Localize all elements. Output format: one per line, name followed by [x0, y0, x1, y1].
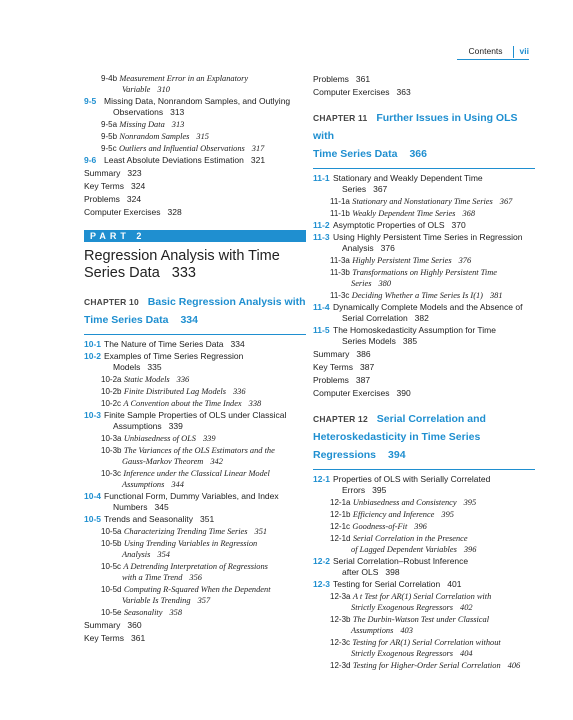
entry-page: 310 — [157, 85, 170, 94]
entry-page: 356 — [189, 573, 202, 582]
toc-subsection — [313, 290, 535, 301]
section-number: 12-3b — [330, 615, 351, 624]
entry-title: Static Models — [123, 375, 170, 384]
entry-title: Inference under the Classical Linear Model — [123, 469, 270, 478]
chapter-title: Time Series Data — [313, 148, 398, 160]
section-number: 10-3c — [101, 469, 122, 478]
toc-subsection — [84, 445, 306, 467]
entry-page: 396 — [414, 522, 427, 531]
entry-title: Stationary and Nonstationary Time Series — [352, 197, 493, 206]
toc-subsection — [84, 143, 306, 154]
entry-page: 344 — [171, 480, 184, 489]
header-page-number: vii — [513, 46, 529, 58]
section-number: 10-5d — [101, 585, 122, 594]
chapter-title: Regressions — [313, 449, 377, 461]
entry-title: The Nature of Time Series Data — [104, 339, 224, 349]
entry-page: 345 — [154, 502, 169, 512]
entry-title: Seasonality — [123, 608, 163, 617]
toc-backmatter-item — [313, 388, 535, 399]
entry-title-cont: Assumptions — [122, 480, 165, 489]
entry-page: 387 — [355, 375, 371, 385]
section-number: 11-5 — [313, 325, 330, 335]
entry-title-continued — [330, 544, 535, 555]
entry-title: Testing for Higher-Order Serial Correlation — [352, 661, 501, 670]
entry-page: 321 — [250, 155, 266, 165]
entry-title: Computer Exercises — [84, 207, 161, 217]
entry-title: Serial Correlation–Robust Inference — [333, 556, 469, 566]
entry-title-cont: Assumptions — [113, 421, 162, 431]
toc-section — [313, 325, 535, 347]
chapter-title: Serial Correlation and — [376, 413, 486, 425]
entry-title-cont: Variable Is Trending — [122, 596, 191, 605]
entry-title: Measurement Error in an Explanatory — [119, 74, 249, 83]
toc-subsection — [313, 614, 535, 636]
entry-page: 395 — [372, 485, 387, 495]
section-number: 11-1 — [313, 173, 330, 183]
entry-page: 402 — [460, 603, 473, 612]
section-number: 10-5e — [101, 608, 122, 617]
section-number: 12-2 — [313, 556, 331, 566]
section-number: 12-1a — [330, 498, 351, 507]
entry-title: Key Terms — [84, 633, 124, 643]
toc-section — [84, 351, 306, 373]
entry-page: 380 — [378, 279, 392, 288]
section-number: 9-6 — [84, 155, 97, 165]
entry-page: 406 — [507, 661, 521, 670]
section-number: 10-5a — [101, 527, 122, 536]
entry-title-continued — [104, 107, 306, 118]
entry-page: 360 — [127, 620, 142, 630]
entry-title: A Detrending Interpretation of Regressions — [123, 562, 268, 571]
entry-page: 363 — [396, 87, 411, 97]
chapter-title: Time Series Data — [84, 314, 169, 326]
entry-title: Finite Sample Properties of OLS under Classical — [104, 410, 287, 420]
entry-title: Least Absolute Deviations Estimation — [104, 155, 244, 165]
entry-title: Problems — [313, 74, 349, 84]
entry-page: 315 — [196, 132, 209, 141]
entry-title-continued — [101, 456, 306, 467]
entry-page: 398 — [385, 567, 400, 577]
entry-page: 376 — [380, 243, 395, 253]
header-label: Contents — [468, 46, 503, 56]
toc-subsection — [84, 561, 306, 583]
entry-title: Missing Data — [119, 120, 165, 129]
toc-subsection — [313, 521, 535, 532]
section-number: 10-3b — [101, 446, 122, 455]
toc-subsection — [313, 196, 535, 207]
toc-backmatter-item — [313, 74, 535, 85]
section-number: 10-5 — [84, 514, 102, 524]
entry-page: 376 — [458, 256, 472, 265]
entry-title-cont: after OLS — [342, 567, 379, 577]
entry-title-cont: Analysis — [342, 243, 374, 253]
entry-page: 328 — [167, 207, 182, 217]
toc-subsection — [84, 433, 306, 444]
entry-title-continued — [333, 567, 535, 578]
entry-title-cont: Numbers — [113, 502, 148, 512]
toc-backmatter-item — [313, 87, 535, 98]
entry-title-cont: Assumptions — [351, 626, 394, 635]
section-number: 10-5c — [101, 562, 122, 571]
section-number: 10-3a — [101, 434, 122, 443]
toc-subsection — [313, 591, 535, 613]
entry-title: Key Terms — [84, 181, 124, 191]
entry-page: 342 — [210, 457, 223, 466]
entry-title-cont: Observations — [113, 107, 164, 117]
entry-title-continued — [330, 625, 535, 636]
entry-title: The Variances of the OLS Estimators and the — [123, 446, 275, 455]
entry-page: 382 — [414, 313, 429, 323]
toc-section — [313, 302, 535, 324]
entry-title: Deciding Whether a Time Series Is I(1) — [351, 291, 483, 300]
entry-title: Testing for AR(1) Serial Correlation without — [352, 638, 501, 647]
section-number: 12-1d — [330, 534, 351, 543]
section-number: 10-2 — [84, 351, 102, 361]
toc-section — [84, 410, 306, 432]
entry-title: Weakly Dependent Time Series — [352, 209, 456, 218]
entry-title: Nonrandom Samples — [119, 132, 190, 141]
entry-title-cont: Series — [342, 184, 367, 194]
entry-title-cont: Errors — [342, 485, 366, 495]
toc-section — [313, 232, 535, 254]
entry-title: Dynamically Complete Models and the Absence of — [333, 302, 523, 312]
toc-section — [84, 514, 306, 525]
part-title-line: Series Data — [84, 265, 160, 281]
toc-subsection — [313, 637, 535, 659]
toc-subsection — [84, 468, 306, 490]
entry-title: Stationary and Weakly Dependent Time — [333, 173, 483, 183]
entry-title-continued — [101, 549, 306, 560]
toc-section — [84, 96, 306, 118]
toc-section — [84, 155, 306, 166]
entry-title-cont: of Lagged Dependent Variables — [351, 545, 457, 554]
entry-page: 335 — [147, 362, 162, 372]
section-number: 12-3a — [330, 592, 351, 601]
chapter-page: 394 — [388, 449, 406, 461]
entry-page: 395 — [441, 510, 454, 519]
toc-section — [313, 556, 535, 578]
entry-title-continued — [333, 243, 535, 254]
entry-title-continued — [330, 278, 535, 289]
entry-page: 370 — [451, 220, 466, 230]
chapter-page: 366 — [409, 148, 427, 160]
toc-subsection — [313, 255, 535, 266]
entry-page: 339 — [202, 434, 216, 443]
toc-subsection — [313, 660, 535, 671]
entry-title: Using Trending Variables in Regression — [123, 539, 258, 548]
entry-title: Computer Exercises — [313, 388, 390, 398]
entry-page: 386 — [356, 349, 371, 359]
section-number: 9-4b — [101, 74, 118, 83]
entry-page: 313 — [170, 107, 185, 117]
entry-title: Examples of Time Series Regression — [104, 351, 244, 361]
section-number: 11-1a — [330, 197, 350, 206]
section-number: 10-1 — [84, 339, 102, 349]
entry-title: Using Highly Persistent Time Series in Regression — [333, 232, 523, 242]
toc-column-right — [313, 72, 535, 671]
toc-subsection — [84, 607, 306, 618]
entry-title-continued — [101, 84, 306, 95]
entry-title: Transformations on Highly Persistent Time — [352, 268, 497, 277]
entry-title-cont: Variable — [122, 85, 151, 94]
entry-title: Trends and Seasonality — [104, 514, 193, 524]
toc-backmatter-item — [84, 633, 306, 644]
entry-page: 385 — [402, 336, 418, 346]
entry-page: 390 — [396, 388, 411, 398]
entry-page: 336 — [176, 375, 190, 384]
entry-page: 354 — [157, 550, 170, 559]
entry-title: Key Terms — [313, 362, 353, 372]
section-number: 10-2c — [101, 399, 122, 408]
entry-title-continued — [333, 184, 535, 195]
entry-page: 404 — [460, 649, 473, 658]
toc-section — [313, 579, 535, 590]
entry-title: Unbiasedness and Consistency — [352, 498, 457, 507]
chapter-title: Basic Regression Analysis with — [147, 296, 306, 308]
entry-title-continued — [101, 572, 306, 583]
section-number: 10-4 — [84, 491, 102, 501]
entry-title-cont: Series Models — [342, 336, 396, 346]
entry-title: Summary — [84, 620, 121, 630]
entry-page: 358 — [169, 608, 183, 617]
entry-page: 338 — [248, 399, 262, 408]
entry-title-continued — [101, 479, 306, 490]
section-number: 12-1b — [330, 510, 351, 519]
section-number: 12-3d — [330, 661, 351, 670]
toc-subsection — [84, 119, 306, 130]
toc-subsection — [313, 509, 535, 520]
entry-title: Computing R-Squared When the Dependent — [123, 585, 271, 594]
toc-backmatter-item — [313, 362, 535, 373]
toc-section — [313, 474, 535, 496]
entry-page: 403 — [400, 626, 413, 635]
toc-section — [313, 173, 535, 195]
chapter-heading — [313, 409, 535, 470]
part-title-line: Regression Analysis with Time — [84, 248, 280, 264]
chapter-label: CHAPTER 12 — [313, 414, 368, 424]
entry-title-cont: Analysis — [122, 550, 151, 559]
entry-page: 351 — [200, 514, 215, 524]
toc-backmatter-item — [84, 194, 306, 205]
entry-title: A Convention about the Time Index — [123, 399, 242, 408]
entry-page: 387 — [360, 362, 375, 372]
toc-subsection — [84, 398, 306, 409]
chapter-label: CHAPTER 11 — [313, 113, 368, 123]
entry-title-continued — [104, 362, 306, 373]
toc-subsection — [84, 73, 306, 95]
part-banner: PART 2 — [84, 230, 306, 242]
entry-page: 323 — [127, 168, 142, 178]
entry-title: Missing Data, Nonrandom Samples, and Outlying — [104, 96, 291, 106]
chapter-heading — [313, 108, 535, 169]
entry-title: Highly Persistent Time Series — [352, 256, 452, 265]
entry-title-continued — [333, 336, 535, 347]
entry-page: 361 — [355, 74, 371, 84]
toc-subsection — [313, 497, 535, 508]
toc-subsection — [313, 267, 535, 289]
toc-subsection — [313, 208, 535, 219]
chapter-title: Heteroskedasticity in Time Series — [313, 431, 481, 443]
entry-title: Goodness-of-Fit — [352, 522, 408, 531]
toc-subsection — [84, 386, 306, 397]
entry-page: 313 — [171, 120, 185, 129]
entry-page: 357 — [197, 596, 211, 605]
toc-backmatter-item — [313, 375, 535, 386]
section-number: 12-3c — [330, 638, 351, 647]
entry-title: The Homoskedasticity Assumption for Time — [333, 325, 496, 335]
section-number: 9-5b — [101, 132, 118, 141]
section-number: 12-1 — [313, 474, 331, 484]
section-number: 11-1b — [330, 209, 350, 218]
entry-page: 368 — [462, 209, 475, 218]
entry-title: Testing for Serial Correlation — [333, 579, 441, 589]
entry-title-continued — [101, 595, 306, 606]
entry-title-cont: Strictly Exogenous Regressors — [351, 649, 454, 658]
entry-title: Functional Form, Dummy Variables, and Index — [104, 491, 279, 501]
entry-title: Characterizing Trending Time Series — [123, 527, 248, 536]
part-page: 333 — [171, 265, 196, 281]
entry-title: Finite Distributed Lag Models — [123, 387, 226, 396]
chapter-heading — [84, 292, 306, 335]
entry-page: 361 — [131, 633, 146, 643]
toc-section — [84, 339, 306, 350]
toc-subsection — [313, 533, 535, 555]
entry-title-continued — [330, 648, 535, 659]
toc-subsection — [84, 584, 306, 606]
entry-title: A t Test for AR(1) Serial Correlation with — [352, 592, 492, 601]
entry-title-continued — [333, 485, 535, 496]
entry-page: 367 — [373, 184, 388, 194]
section-number: 10-3 — [84, 410, 102, 420]
entry-page: 395 — [463, 498, 477, 507]
entry-page: 324 — [126, 194, 142, 204]
entry-title-cont: Models — [113, 362, 141, 372]
entry-title: Problems — [84, 194, 120, 204]
section-number: 11-3a — [330, 256, 350, 265]
entry-page: 396 — [463, 545, 477, 554]
entry-title: Problems — [313, 375, 349, 385]
entry-title-continued — [330, 602, 535, 613]
entry-title: Asymptotic Properties of OLS — [333, 220, 445, 230]
entry-page: 336 — [232, 387, 246, 396]
entry-page: 324 — [131, 181, 146, 191]
entry-title: Unbiasedness of OLS — [123, 434, 196, 443]
entry-title-continued — [333, 313, 535, 324]
section-number: 9-5a — [101, 120, 118, 129]
toc-backmatter-item — [313, 349, 535, 360]
entry-title-cont: with a Time Trend — [122, 573, 183, 582]
chapter-label: CHAPTER 10 — [84, 297, 139, 307]
entry-page: 367 — [499, 197, 513, 206]
section-number: 9-5 — [84, 96, 97, 106]
entry-title: Computer Exercises — [313, 87, 390, 97]
section-number: 9-5c — [101, 144, 117, 153]
section-number: 11-2 — [313, 220, 330, 230]
toc-subsection — [84, 526, 306, 537]
section-number: 10-2a — [101, 375, 122, 384]
entry-title: The Durbin-Watson Test under Classical — [352, 615, 490, 624]
entry-title: Summary — [313, 349, 350, 359]
part-title — [84, 248, 306, 282]
entry-title: Efficiency and Inference — [352, 510, 435, 519]
entry-page: 351 — [254, 527, 268, 536]
entry-page: 401 — [447, 579, 462, 589]
toc-section — [84, 491, 306, 513]
entry-page: 317 — [251, 144, 265, 153]
toc-subsection — [84, 374, 306, 385]
entry-page: 334 — [230, 339, 245, 349]
section-number: 10-2b — [101, 387, 122, 396]
section-number: 11-3 — [313, 232, 330, 242]
toc-subsection — [84, 538, 306, 560]
entry-title-continued — [104, 421, 306, 432]
running-header — [469, 44, 529, 58]
entry-title-cont: Strictly Exogenous Regressors — [351, 603, 454, 612]
entry-title: Properties of OLS with Serially Correlated — [333, 474, 491, 484]
toc-backmatter-item — [84, 207, 306, 218]
entry-title-continued — [104, 502, 306, 513]
entry-title-cont: Serial Correlation — [342, 313, 408, 323]
toc-backmatter-item — [84, 168, 306, 179]
section-number: 12-1c — [330, 522, 351, 531]
entry-page: 339 — [168, 421, 183, 431]
section-number: 12-3 — [313, 579, 331, 589]
header-rule — [457, 59, 529, 60]
entry-title: Serial Correlation in the Presence — [352, 534, 468, 543]
toc-subsection — [84, 131, 306, 142]
section-number: 11-3b — [330, 268, 350, 277]
section-number: 11-3c — [330, 291, 350, 300]
entry-title-cont: Gauss-Markov Theorem — [122, 457, 204, 466]
toc-section — [313, 220, 535, 231]
entry-title: Outliers and Influential Observations — [118, 144, 245, 153]
entry-title-cont: Series — [351, 279, 372, 288]
section-number: 10-5b — [101, 539, 122, 548]
entry-page: 381 — [489, 291, 503, 300]
chapter-page: 334 — [180, 314, 198, 326]
toc-column-left — [84, 72, 306, 644]
entry-title: Summary — [84, 168, 121, 178]
section-number: 11-4 — [313, 302, 330, 312]
chapter-title: Further Issues in Using OLS with — [313, 112, 518, 142]
toc-backmatter-item — [84, 620, 306, 631]
toc-backmatter-item — [84, 181, 306, 192]
